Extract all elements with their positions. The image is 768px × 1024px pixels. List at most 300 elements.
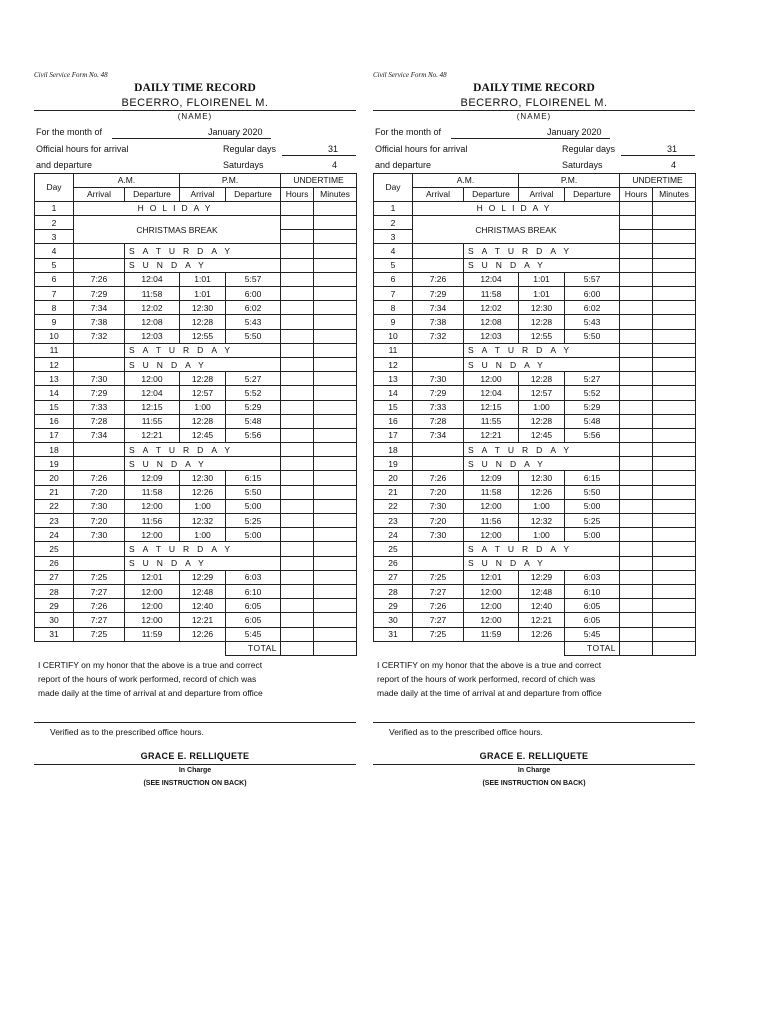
day-number: 6 <box>35 272 74 286</box>
pm-arrival: 12:40 <box>180 599 226 613</box>
header-undertime: UNDERTIME <box>620 173 696 187</box>
official-hours-label: Official hours for arrival <box>375 143 468 154</box>
sunday-text: SUNDAY <box>125 556 281 570</box>
pm-arrival: 12:55 <box>180 329 226 343</box>
day-number: 10 <box>35 329 74 343</box>
header-minutes: Minutes <box>314 187 357 201</box>
undertime-minutes <box>314 457 357 471</box>
subheader-row <box>35 187 357 201</box>
undertime-minutes <box>314 201 357 215</box>
undertime-hours <box>620 216 653 230</box>
pm-departure: 5:43 <box>226 315 281 329</box>
undertime-minutes <box>314 343 357 357</box>
sunday-text: SUNDAY <box>125 258 281 272</box>
am-departure: 12:03 <box>464 329 519 343</box>
pm-departure: 5:29 <box>565 400 620 414</box>
pm-arrival: 12:21 <box>519 613 565 627</box>
pm-departure: 5:52 <box>565 386 620 400</box>
am-arrival <box>74 443 125 457</box>
undertime-minutes <box>653 230 696 244</box>
undertime-hours <box>281 315 314 329</box>
am-arrival: 7:26 <box>74 471 125 485</box>
pm-departure: 5:48 <box>226 414 281 428</box>
table-row <box>35 457 357 471</box>
am-arrival: 7:30 <box>74 372 125 386</box>
am-departure: 12:00 <box>464 584 519 598</box>
header-am-arrival: Arrival <box>413 187 464 201</box>
pm-departure: 6:02 <box>226 301 281 315</box>
day-number: 15 <box>35 400 74 414</box>
undertime-hours <box>620 556 653 570</box>
month-value: January 2020 <box>208 127 263 137</box>
undertime-hours <box>620 584 653 598</box>
undertime-hours <box>620 357 653 371</box>
undertime-minutes <box>314 301 357 315</box>
undertime-minutes <box>653 627 696 641</box>
table-row <box>374 428 696 442</box>
table-row <box>35 542 357 556</box>
day-number: 12 <box>374 357 413 371</box>
am-departure: 12:09 <box>464 471 519 485</box>
day-number: 2 <box>374 216 413 230</box>
total-hours <box>620 641 653 655</box>
pm-departure: 5:56 <box>565 428 620 442</box>
undertime-hours <box>281 301 314 315</box>
undertime-minutes <box>653 372 696 386</box>
sunday-text: SUNDAY <box>464 457 620 471</box>
pm-arrival: 12:30 <box>519 301 565 315</box>
regular-days-row <box>373 140 695 157</box>
undertime-hours <box>620 471 653 485</box>
undertime-minutes <box>314 471 357 485</box>
day-number: 22 <box>374 499 413 513</box>
am-departure: 12:03 <box>125 329 180 343</box>
table-row <box>374 613 696 627</box>
undertime-minutes <box>314 485 357 499</box>
undertime-minutes <box>653 287 696 301</box>
saturday-text: SATURDAY <box>125 443 281 457</box>
pm-departure: 5:52 <box>226 386 281 400</box>
table-row <box>374 528 696 542</box>
saturdays-label: Saturdays <box>562 160 603 170</box>
day-number: 20 <box>35 471 74 485</box>
table-row <box>35 343 357 357</box>
saturday-text: SATURDAY <box>125 244 281 258</box>
pm-arrival: 12:26 <box>180 485 226 499</box>
undertime-minutes <box>653 329 696 343</box>
undertime-minutes <box>314 499 357 513</box>
pm-arrival: 12:30 <box>180 471 226 485</box>
header-pm-departure: Departure <box>226 187 281 201</box>
undertime-minutes <box>314 216 357 230</box>
table-row <box>35 570 357 584</box>
day-number: 13 <box>374 372 413 386</box>
day-number: 29 <box>35 599 74 613</box>
header-pm-arrival: Arrival <box>519 187 565 201</box>
pm-departure: 5:45 <box>226 627 281 641</box>
certification-line: I CERTIFY on my honor that the above is a true and correct <box>377 659 602 670</box>
undertime-minutes <box>314 272 357 286</box>
table-row <box>374 287 696 301</box>
am-arrival <box>413 258 464 272</box>
table-row <box>35 485 357 499</box>
am-arrival: 7:26 <box>413 599 464 613</box>
table-row <box>374 272 696 286</box>
header-am: A.M. <box>74 173 180 187</box>
undertime-hours <box>620 201 653 215</box>
table-row <box>374 357 696 371</box>
undertime-hours <box>620 542 653 556</box>
undertime-minutes <box>314 258 357 272</box>
dtr-form-right <box>373 70 695 787</box>
am-arrival: 7:29 <box>74 287 125 301</box>
saturdays-row <box>34 156 356 173</box>
undertime-minutes <box>314 287 357 301</box>
day-number: 21 <box>35 485 74 499</box>
saturdays-value: 4 <box>671 160 677 170</box>
undertime-minutes <box>314 613 357 627</box>
undertime-minutes <box>314 400 357 414</box>
undertime-hours <box>281 244 314 258</box>
undertime-minutes <box>653 428 696 442</box>
am-departure: 12:08 <box>464 315 519 329</box>
header-row <box>374 173 696 187</box>
am-departure: 12:04 <box>125 386 180 400</box>
table-row <box>35 599 357 613</box>
am-arrival <box>413 357 464 371</box>
table-row <box>35 471 357 485</box>
undertime-minutes <box>653 528 696 542</box>
name-label: (NAME) <box>516 112 552 121</box>
undertime-minutes <box>653 201 696 215</box>
am-arrival: 7:34 <box>74 428 125 442</box>
table-row <box>35 556 357 570</box>
pm-arrival: 12:48 <box>519 584 565 598</box>
undertime-hours <box>620 272 653 286</box>
pm-arrival: 1:00 <box>180 400 226 414</box>
sunday-text: SUNDAY <box>464 258 620 272</box>
am-departure: 12:00 <box>464 613 519 627</box>
pm-arrival: 12:30 <box>180 301 226 315</box>
sunday-text: SUNDAY <box>464 357 620 371</box>
day-number: 16 <box>35 414 74 428</box>
undertime-hours <box>281 570 314 584</box>
pm-arrival: 12:32 <box>180 514 226 528</box>
day-number: 27 <box>35 570 74 584</box>
table-row <box>374 443 696 457</box>
undertime-hours <box>281 400 314 414</box>
table-row <box>35 414 357 428</box>
pm-departure: 5:00 <box>565 528 620 542</box>
pm-arrival: 12:28 <box>180 372 226 386</box>
pm-departure: 6:05 <box>565 599 620 613</box>
pm-arrival: 12:26 <box>180 627 226 641</box>
am-departure: 12:01 <box>464 570 519 584</box>
undertime-hours <box>281 485 314 499</box>
undertime-hours <box>281 627 314 641</box>
pm-departure: 6:15 <box>226 471 281 485</box>
name-label: (NAME) <box>177 112 213 121</box>
table-row <box>374 471 696 485</box>
table-row <box>374 400 696 414</box>
am-arrival: 7:27 <box>413 613 464 627</box>
total-label: TOTAL <box>565 641 620 655</box>
am-arrival: 7:30 <box>74 499 125 513</box>
am-arrival <box>74 258 125 272</box>
day-number: 4 <box>35 244 74 258</box>
regular-days-row <box>34 140 356 157</box>
instruction-note: (SEE INSTRUCTION ON BACK) <box>482 779 586 787</box>
header-am: A.M. <box>413 173 519 187</box>
certification-line: made daily at the time of arrival at and departure from office <box>377 687 602 698</box>
day-number: 3 <box>35 230 74 244</box>
table-row <box>374 315 696 329</box>
employee-name: BECERRO, FLOIRENEL M. <box>34 96 356 111</box>
undertime-hours <box>281 584 314 598</box>
am-departure: 12:04 <box>464 272 519 286</box>
day-number: 20 <box>374 471 413 485</box>
am-arrival <box>413 443 464 457</box>
day-number: 25 <box>374 542 413 556</box>
table-row <box>374 301 696 315</box>
verified-text: Verified as to the prescribed office hours. <box>34 722 356 739</box>
undertime-minutes <box>653 386 696 400</box>
instruction-note: (SEE INSTRUCTION ON BACK) <box>143 779 247 787</box>
undertime-minutes <box>314 542 357 556</box>
day-number: 31 <box>35 627 74 641</box>
in-charge-name: GRACE E. RELLIQUETE <box>373 751 695 765</box>
day-number: 28 <box>35 584 74 598</box>
undertime-hours <box>620 287 653 301</box>
undertime-minutes <box>653 485 696 499</box>
am-arrival: 7:28 <box>74 414 125 428</box>
am-departure: 11:59 <box>464 627 519 641</box>
form-number: Civil Service Form No. 48 <box>373 71 447 79</box>
saturday-text: SATURDAY <box>464 343 620 357</box>
pm-arrival: 12:28 <box>180 414 226 428</box>
am-arrival: 7:30 <box>74 528 125 542</box>
undertime-minutes <box>653 216 696 230</box>
pm-departure: 6:15 <box>565 471 620 485</box>
day-number: 1 <box>35 201 74 215</box>
undertime-hours <box>620 343 653 357</box>
undertime-hours <box>620 244 653 258</box>
undertime-minutes <box>653 471 696 485</box>
am-arrival <box>74 244 125 258</box>
day-number: 5 <box>35 258 74 272</box>
undertime-minutes <box>314 443 357 457</box>
sunday-text: SUNDAY <box>464 556 620 570</box>
am-departure: 11:56 <box>125 514 180 528</box>
undertime-minutes <box>653 400 696 414</box>
table-row <box>374 485 696 499</box>
am-arrival: 7:20 <box>74 485 125 499</box>
table-row <box>374 414 696 428</box>
am-arrival: 7:20 <box>74 514 125 528</box>
undertime-hours <box>620 329 653 343</box>
undertime-minutes <box>653 514 696 528</box>
day-number: 30 <box>374 613 413 627</box>
am-arrival: 7:25 <box>413 627 464 641</box>
undertime-hours <box>620 258 653 272</box>
pm-arrival: 12:45 <box>180 428 226 442</box>
pm-departure: 6:05 <box>565 613 620 627</box>
header-am-departure: Departure <box>464 187 519 201</box>
undertime-hours <box>281 599 314 613</box>
undertime-hours <box>281 386 314 400</box>
pm-arrival: 1:00 <box>519 528 565 542</box>
am-arrival: 7:29 <box>413 386 464 400</box>
saturdays-label: Saturdays <box>223 160 264 170</box>
day-number: 24 <box>374 528 413 542</box>
undertime-minutes <box>653 556 696 570</box>
am-departure: 12:00 <box>125 499 180 513</box>
table-row <box>35 258 357 272</box>
undertime-minutes <box>653 584 696 598</box>
pm-departure: 6:02 <box>565 301 620 315</box>
am-departure: 12:02 <box>125 301 180 315</box>
pm-arrival: 1:01 <box>180 272 226 286</box>
day-number: 8 <box>374 301 413 315</box>
departure-label: and departure <box>36 160 93 170</box>
header-day: Day <box>35 173 74 201</box>
undertime-hours <box>281 556 314 570</box>
header-pm-arrival: Arrival <box>180 187 226 201</box>
day-number: 25 <box>35 542 74 556</box>
certification-line: report of the hours of work performed, record of chich was <box>38 673 257 684</box>
pm-departure: 5:27 <box>565 372 620 386</box>
pm-arrival: 12:21 <box>180 613 226 627</box>
header-pm: P.M. <box>519 173 620 187</box>
table-row <box>374 216 696 230</box>
pm-arrival: 1:00 <box>519 400 565 414</box>
pm-arrival: 12:48 <box>180 584 226 598</box>
pm-departure: 5:57 <box>226 272 281 286</box>
undertime-hours <box>281 471 314 485</box>
day-number: 24 <box>35 528 74 542</box>
regular-days-value: 31 <box>328 143 339 154</box>
pm-arrival: 12:32 <box>519 514 565 528</box>
undertime-minutes <box>653 315 696 329</box>
day-number: 18 <box>374 443 413 457</box>
pm-departure: 5:25 <box>226 514 281 528</box>
undertime-hours <box>620 301 653 315</box>
header-row <box>35 173 357 187</box>
undertime-hours <box>620 457 653 471</box>
am-departure: 11:58 <box>125 485 180 499</box>
am-departure: 11:55 <box>464 414 519 428</box>
undertime-minutes <box>653 244 696 258</box>
pm-arrival: 1:00 <box>180 528 226 542</box>
undertime-hours <box>620 428 653 442</box>
undertime-hours <box>281 258 314 272</box>
undertime-minutes <box>653 613 696 627</box>
day-number: 26 <box>374 556 413 570</box>
am-departure: 11:59 <box>125 627 180 641</box>
day-number: 8 <box>35 301 74 315</box>
pm-arrival: 12:28 <box>180 315 226 329</box>
certification-line: I CERTIFY on my honor that the above is a true and correct <box>38 659 263 670</box>
day-number: 19 <box>35 457 74 471</box>
am-departure: 12:00 <box>125 599 180 613</box>
am-arrival: 7:28 <box>413 414 464 428</box>
day-number: 31 <box>374 627 413 641</box>
time-record-body <box>374 173 696 655</box>
pm-departure: 5:27 <box>226 372 281 386</box>
am-arrival: 7:25 <box>74 570 125 584</box>
certification-text <box>373 658 695 700</box>
table-row <box>35 329 357 343</box>
day-number: 12 <box>35 357 74 371</box>
am-departure: 11:58 <box>125 287 180 301</box>
undertime-hours <box>620 528 653 542</box>
undertime-minutes <box>653 357 696 371</box>
in-charge-label: In Charge <box>517 766 551 774</box>
pm-departure: 5:25 <box>565 514 620 528</box>
undertime-hours <box>620 372 653 386</box>
pm-arrival: 1:01 <box>519 272 565 286</box>
month-row <box>373 123 695 140</box>
header-undertime: UNDERTIME <box>281 173 357 187</box>
am-departure: 11:56 <box>464 514 519 528</box>
sunday-text: SUNDAY <box>125 357 281 371</box>
undertime-hours <box>281 528 314 542</box>
table-row <box>374 556 696 570</box>
undertime-hours <box>620 400 653 414</box>
undertime-hours <box>281 428 314 442</box>
undertime-minutes <box>314 570 357 584</box>
day-number: 14 <box>374 386 413 400</box>
pm-departure: 6:00 <box>565 287 620 301</box>
undertime-hours <box>281 542 314 556</box>
am-arrival <box>74 343 125 357</box>
am-arrival: 7:38 <box>74 315 125 329</box>
undertime-hours <box>620 315 653 329</box>
undertime-minutes <box>314 556 357 570</box>
undertime-minutes <box>314 357 357 371</box>
table-row <box>374 372 696 386</box>
undertime-minutes <box>314 244 357 258</box>
undertime-hours <box>620 230 653 244</box>
day-number: 29 <box>374 599 413 613</box>
am-arrival: 7:29 <box>413 287 464 301</box>
total-hours <box>281 641 314 655</box>
day-number: 11 <box>35 343 74 357</box>
am-departure: 12:04 <box>125 272 180 286</box>
am-arrival: 7:27 <box>74 584 125 598</box>
undertime-minutes <box>314 599 357 613</box>
time-record-body <box>35 173 357 655</box>
day-number: 15 <box>374 400 413 414</box>
total-row <box>374 641 696 655</box>
pm-arrival: 12:28 <box>519 372 565 386</box>
month-label: For the month of <box>36 127 103 137</box>
am-arrival <box>74 457 125 471</box>
pm-departure: 6:05 <box>226 613 281 627</box>
day-number: 23 <box>35 514 74 528</box>
saturday-text: SATURDAY <box>125 542 281 556</box>
am-arrival: 7:29 <box>74 386 125 400</box>
am-departure: 11:58 <box>464 485 519 499</box>
pm-arrival: 12:57 <box>180 386 226 400</box>
day-number: 6 <box>374 272 413 286</box>
table-row <box>35 372 357 386</box>
undertime-minutes <box>653 343 696 357</box>
pm-departure: 6:10 <box>565 584 620 598</box>
christmas-break-text: CHRISTMAS BREAK <box>74 216 281 244</box>
day-number: 4 <box>374 244 413 258</box>
am-arrival <box>413 457 464 471</box>
